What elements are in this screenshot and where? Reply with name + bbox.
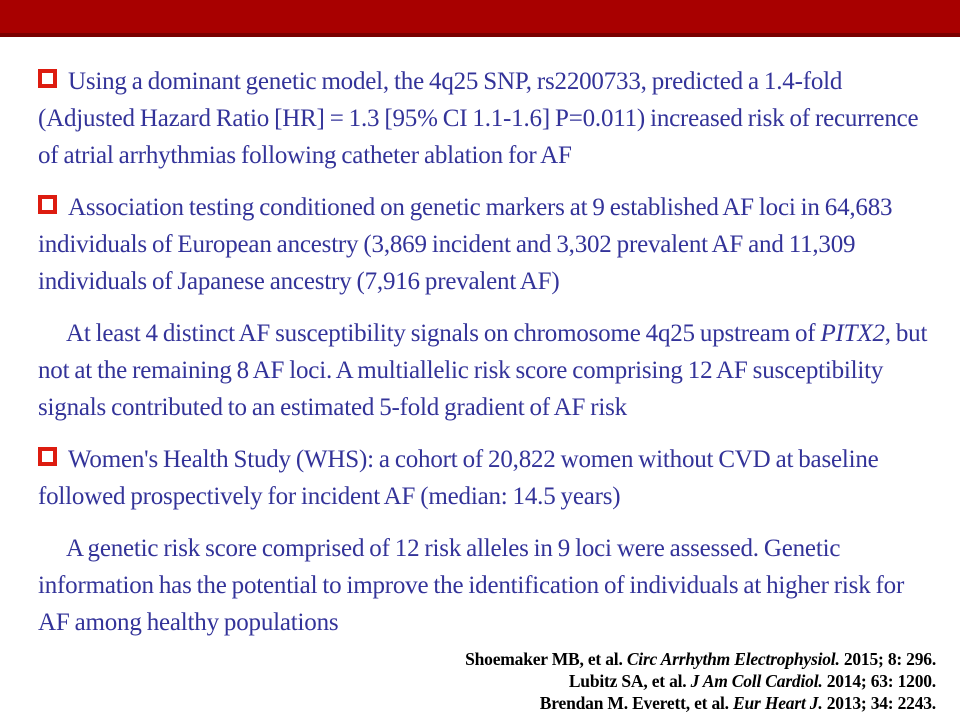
- slide-top-bar: [0, 0, 960, 37]
- text-segment: Brendan M. Everett, et al.: [539, 693, 734, 713]
- text-segment: Women's Health Study (WHS): a cohort of 20,822 women without CVD at baseline followed prospectively for incident AF (median: 14.5 years): [38, 446, 879, 510]
- paragraph: [38, 530, 934, 641]
- text-segment: PITX2: [820, 320, 885, 347]
- text-segment: 2015; 8: 296.: [839, 649, 936, 669]
- bullet-square-icon: [38, 69, 57, 88]
- text-segment: At least 4 distinct AF susceptibility signals on chromosome 4q25 upstream of: [66, 320, 821, 347]
- bullet-paragraph: [38, 441, 934, 515]
- text-segment: Using a dominant genetic model, the 4q25 SNP, rs2200733, predicted a 1.4-fold (Adjusted Hazard Ratio [HR] = 1.3 [95% CI 1.1-1.6] P=0.011) increased risk of recurrence of atrial arrhythmias following catheter ablation for AF: [38, 68, 919, 169]
- citation-line: [465, 670, 936, 692]
- text-segment: 2013; 34: 2243.: [822, 693, 936, 713]
- text-segment: J Am Coll Cardiol.: [690, 671, 823, 691]
- slide-body: [0, 37, 960, 641]
- citations: [465, 648, 936, 714]
- citation-line: [465, 648, 936, 670]
- bullet-paragraph: [38, 63, 934, 174]
- text-segment: A genetic risk score comprised of 12 risk alleles in 9 loci were assessed. Genetic information has the potential to improve the identification of individuals at higher risk for AF among healthy populations: [38, 535, 905, 636]
- bullet-list: [38, 63, 934, 641]
- bullet-square-icon: [38, 447, 57, 466]
- text-segment: Association testing conditioned on genetic markers at 9 established AF loci in 64,683 individuals of European ancestry (3,869 incident and 3,302 prevalent AF and 11,309 individuals of Japanese ancestry (7,916 prevalent AF): [38, 194, 893, 295]
- paragraph: [38, 315, 934, 426]
- text-segment: 2014; 63: 1200.: [822, 671, 936, 691]
- bullet-paragraph: [38, 189, 934, 300]
- text-segment: , but not at the remaining 8 AF loci. A multiallelic risk score comprising 12 AF susceptibility signals contributed to an estimated 5-fold gradient of AF risk: [38, 320, 928, 421]
- text-segment: Shoemaker MB, et al.: [465, 649, 627, 669]
- bullet-square-icon: [38, 195, 57, 214]
- text-segment: Circ Arrhythm Electrophysiol.: [626, 649, 840, 669]
- text-segment: Lubitz SA, et al.: [568, 671, 691, 691]
- text-segment: Eur Heart J.: [733, 693, 823, 713]
- citation-line: [465, 692, 936, 714]
